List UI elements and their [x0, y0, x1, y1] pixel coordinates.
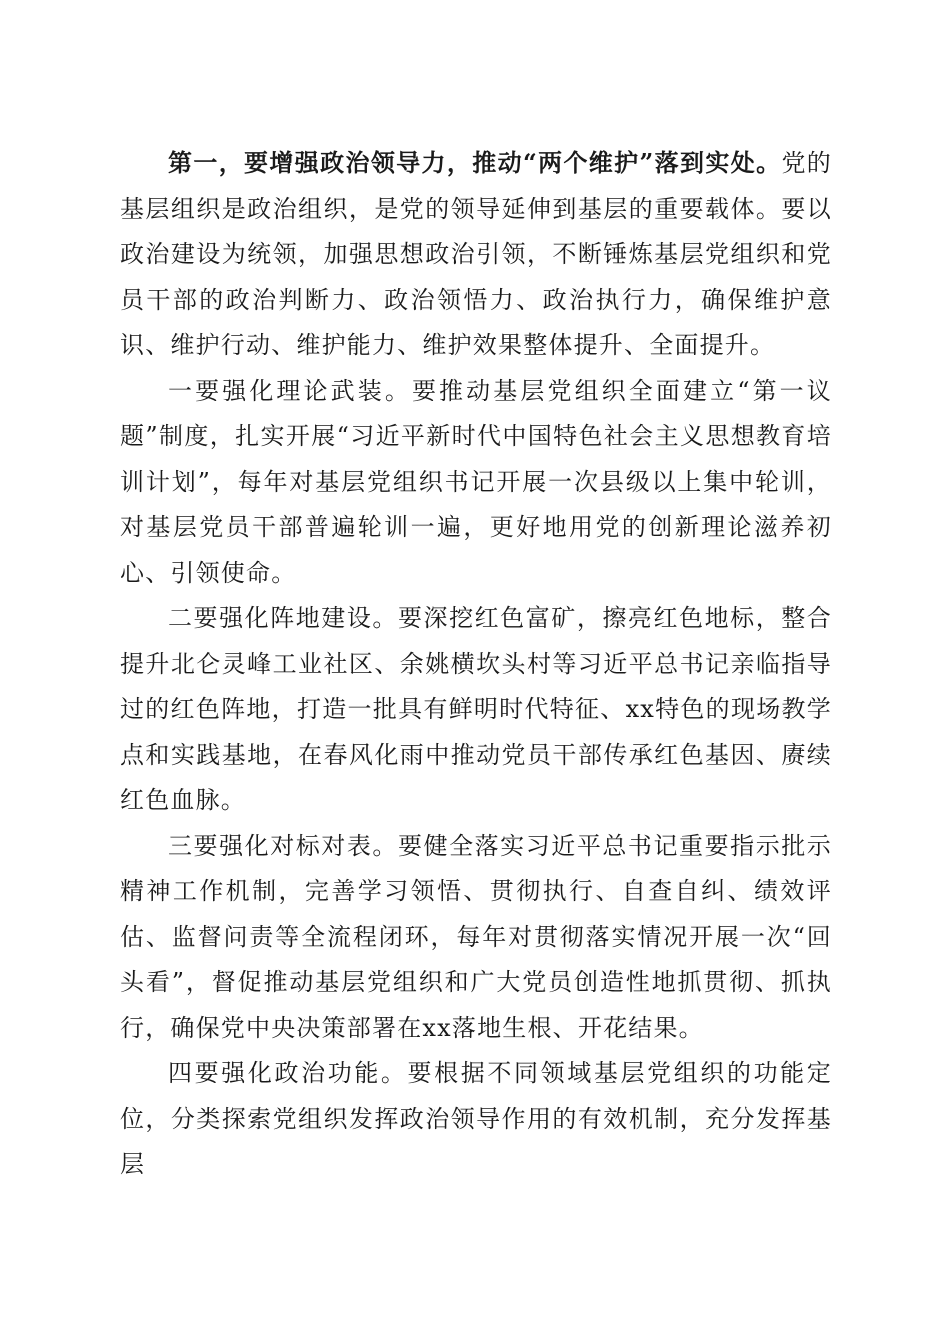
paragraph-3	[120, 596, 832, 824]
paragraph-4-body: 三要强化对标对表。要健全落实习近平总书记重要指示批示精神工作机制，完善学习领悟、贯彻执行、自查自纠、绩效评估、监督问责等全流程闭环，每年对贯彻落实情况开展一次“回头看”，督促推动基层党组织和广大党员创造性地抓贯彻、抓执行，确保党中央决策部署在xx落地生根、开花结果。	[120, 831, 832, 1042]
paragraph-5-body: 四要强化政治功能。要根据不同领域基层党组织的功能定位，分类探索党组织发挥政治领导作用的有效机制，充分发挥基层	[120, 1059, 832, 1178]
paragraph-2-body: 一要强化理论武装。要推动基层党组织全面建立“第一议题”制度，扎实开展“习近平新时代中国特色社会主义思想教育培训计划”，每年对基层党组织书记开展一次县级以上集中轮训，对基层党员干部普遍轮训一遍，更好地用党的创新理论滋养初心、引领使命。	[120, 376, 832, 587]
document-page	[120, 140, 832, 1188]
paragraph-1-body: 党的基层组织是政治组织，是党的领导延伸到基层的重要载体。要以政治建设为统领，加强思想政治引领，不断锤炼基层党组织和党员干部的政治判断力、政治领悟力、政治执行力，确保维护意识、维护行动、维护能力、维护效果整体提升、全面提升。	[120, 149, 833, 359]
paragraph-3-body: 二要强化阵地建设。要深挖红色富矿，擦亮红色地标，整合提升北仑灵峰工业社区、余姚横坎头村等习近平总书记亲临指导过的红色阵地，打造一批具有鲜明时代特征、xx特色的现场教学点和实践基地，在春风化雨中推动党员干部传承红色基因、赓续红色血脉。	[120, 604, 832, 814]
paragraph-4	[120, 824, 832, 1052]
paragraph-5	[120, 1051, 832, 1188]
paragraph-1	[120, 140, 832, 369]
paragraph-2	[120, 369, 832, 597]
paragraph-1-lead: 第一，要增强政治领导力，推动“两个维护”落到实处。	[168, 148, 782, 177]
